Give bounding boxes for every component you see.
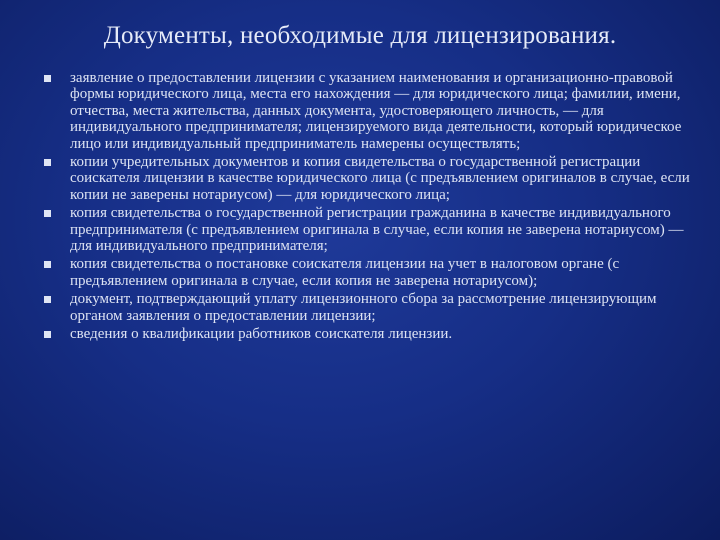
bullet-list [40,70,700,345]
list-item [40,205,700,254]
square-bullet-icon [44,331,51,338]
list-item-text: сведения о квалификации работников соискателя лицензии. [70,326,453,343]
square-bullet-icon [44,75,51,82]
list-item [40,256,700,289]
list-item [40,70,700,152]
square-bullet-icon [44,159,51,166]
square-bullet-icon [44,210,51,217]
list-item-text: копия свидетельства о государственной регистрации гражданина в качестве индивидуального предпринимателя (с предъявлением оригинала в случае, если копия не заверена нотариусом) — для индивидуального предпринимателя; [70,205,684,255]
list-item-text: копии учредительных документов и копия свидетельства о государственной регистрации соискателя лицензии в качестве юридического лица (с предъявлением оригиналов в случае, если копии не заверены нотариусом) — для юридического лица; [70,154,690,203]
list-item [40,291,700,324]
list-item-text: документ, подтверждающий уплату лицензионного сбора за рассмотрение лицензирующим органом заявления о предоставлении лицензии; [70,291,657,324]
square-bullet-icon [44,261,51,268]
list-item-text: заявление о предоставлении лицензии с указанием наименования и организационно-правовой формы юридического лица, места его нахождения — для юридического лица; фамилии, имени, отчества, места жительства, данных документа, удостоверяющего личность, — для индивидуального предпринимателя; лицензируемого вида деятельности, который юридическое лицо или индивидуальный предприниматель намерены осуществлять; [70,70,682,152]
list-item [40,326,700,342]
square-bullet-icon [44,296,51,303]
list-item-text: копия свидетельства о постановке соискателя лицензии на учет в налоговом органе (с предъявлением оригинала в случае, если копия не заверена нотариусом); [70,256,620,289]
slide-title: Документы, необходимые для лицензирования. [103,22,617,49]
list-item [40,154,700,203]
